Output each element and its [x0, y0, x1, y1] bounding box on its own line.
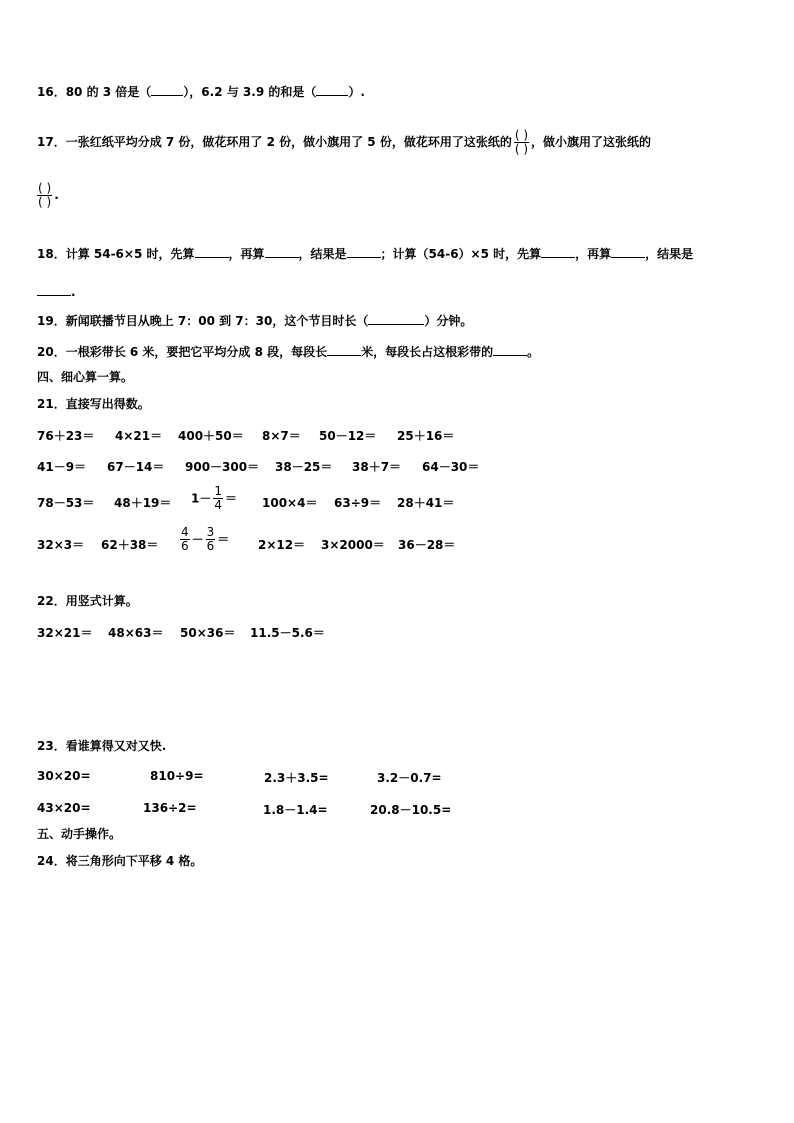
question-19 — [37, 312, 472, 329]
q21-r1-item-6: 25＋16＝ — [397, 429, 455, 443]
q20-blank-2[interactable] — [493, 343, 527, 356]
q21-r3-frac-numerator: 1 — [214, 484, 222, 498]
q18-blank-2[interactable] — [265, 245, 299, 258]
q18-text-3: ，结果是 — [298, 247, 347, 261]
question-20 — [37, 343, 539, 360]
q23-r1-item-2: 810÷9= — [150, 769, 204, 783]
q21-r2-item-5: 38＋7＝ — [352, 460, 402, 474]
q18-text-2: ，再算 — [228, 247, 265, 261]
q21-r3-equals: ＝ — [225, 491, 238, 506]
q21-r3-item-4: 100×4＝ — [262, 496, 318, 510]
q20-text-1: 20．一根彩带长 6 米，要把它平均分成 8 段，每段长 — [37, 345, 328, 359]
q20-text-2: 米，每段长占这根彩带的 — [361, 345, 494, 359]
q17-text-2: ，做小旗用了这张纸的 — [531, 135, 652, 149]
q17-frac2-numerator: ( ) — [38, 181, 52, 195]
q21-r4-item-1: 32×3＝ — [37, 538, 85, 552]
q21-r2-item-3: 900－300＝ — [185, 460, 260, 474]
q21-r4-minus: － — [191, 532, 204, 547]
section-5-heading: 五、动手操作。 — [37, 827, 122, 841]
question-17 — [37, 129, 651, 156]
q23-r1-item-4: 3.2－0.7= — [377, 771, 442, 785]
question-23-title: 23．看谁算得又对又快. — [37, 739, 167, 753]
q18-blank-3[interactable] — [347, 245, 381, 258]
question-18-continued — [37, 283, 76, 300]
q21-r1-item-1: 76＋23＝ — [37, 429, 95, 443]
q23-r1-item-1: 30×20= — [37, 769, 91, 783]
q21-r1-item-2: 4×21＝ — [115, 429, 163, 443]
question-18 — [37, 245, 693, 262]
q18-blank-5[interactable] — [611, 245, 645, 258]
q21-r3-item-1: 78－53＝ — [37, 496, 95, 510]
q21-r4-item-2: 62＋38＝ — [101, 538, 159, 552]
q22-item-4: 11.5－5.6＝ — [250, 626, 325, 640]
q21-r2-item-4: 38－25＝ — [275, 460, 333, 474]
q21-r2-item-2: 67－14＝ — [107, 460, 165, 474]
q23-r2-item-2: 136÷2= — [143, 801, 197, 815]
question-21-title: 21．直接写出得数。 — [37, 397, 150, 411]
q21-r4-fraction-2 — [206, 526, 216, 553]
q21-r3-item-5: 63÷9＝ — [334, 496, 382, 510]
q19-blank-1[interactable] — [368, 312, 424, 325]
q21-r4-frac1-numerator: 4 — [181, 525, 189, 539]
q21-r4-item-3 — [180, 526, 229, 553]
question-16 — [37, 83, 365, 100]
q21-r2-item-6: 64－30＝ — [422, 460, 480, 474]
q23-r2-item-4: 20.8－10.5= — [370, 803, 452, 817]
q17-end: . — [54, 188, 59, 202]
q21-r2-item-1: 41－9＝ — [37, 460, 87, 474]
q21-r4-item-6: 36－28＝ — [398, 538, 456, 552]
q18-blank-4[interactable] — [541, 245, 575, 258]
q21-r4-equals: ＝ — [217, 532, 230, 547]
q17-frac1-denominator: ( ) — [514, 142, 529, 156]
q22-item-1: 32×21＝ — [37, 626, 93, 640]
q21-r3-frac-denominator: 4 — [214, 498, 222, 512]
q16-text-3: ）. — [348, 85, 365, 99]
q19-text-1: 19．新闻联播节目从晚上 7：00 到 7：30，这个节目时长（ — [37, 314, 369, 328]
q18-text-4: ；计算（54-6）×5 时，先算 — [380, 247, 542, 261]
q21-r3-item-6: 28＋41＝ — [397, 496, 455, 510]
question-24: 24．将三角形向下平移 4 格。 — [37, 854, 203, 868]
q21-r4-item-4: 2×12＝ — [258, 538, 306, 552]
q16-blank-2[interactable] — [316, 83, 348, 96]
q21-r1-item-4: 8×7＝ — [262, 429, 301, 443]
q23-r2-item-1: 43×20= — [37, 801, 91, 815]
q18-text-6: ，结果是 — [645, 247, 694, 261]
q17-text-1: 17．一张红纸平均分成 7 份，做花环用了 2 份，做小旗用了 5 份，做花环用了这张纸的 — [37, 135, 512, 149]
q21-r1-item-5: 50－12＝ — [319, 429, 377, 443]
q21-r4-item-5: 3×2000＝ — [321, 538, 385, 552]
q21-r3-item-2: 48＋19＝ — [114, 496, 172, 510]
q21-r1-item-3: 400＋50＝ — [178, 429, 244, 443]
q17-frac1-numerator: ( ) — [514, 128, 529, 142]
q18-end: . — [71, 285, 76, 299]
q18-text-5: ，再算 — [575, 247, 612, 261]
q18-text-1: 18．计算 54-6×5 时，先算 — [37, 247, 195, 261]
q19-text-2: ）分钟。 — [424, 314, 473, 328]
section-4-heading: 四、细心算一算。 — [37, 370, 134, 384]
question-17-continued — [37, 182, 59, 209]
q18-blank-6[interactable] — [37, 283, 71, 296]
q20-blank-1[interactable] — [327, 343, 361, 356]
q17-fraction-2[interactable] — [37, 182, 52, 209]
q23-r2-item-3: 1.8－1.4= — [263, 803, 328, 817]
q23-r1-item-3: 2.3＋3.5= — [264, 771, 329, 785]
q20-text-3: 。 — [527, 345, 540, 359]
q21-r3-fraction — [213, 485, 223, 512]
q21-r3-integer: 1－ — [191, 491, 212, 506]
q21-r4-frac1-denominator: 6 — [181, 539, 189, 553]
question-22-title: 22．用竖式计算。 — [37, 594, 138, 608]
q22-item-2: 48×63＝ — [108, 626, 164, 640]
q21-r4-fraction-1 — [180, 526, 190, 553]
q16-text-2: ），6.2 与 3.9 的和是（ — [183, 85, 317, 99]
q17-fraction-1[interactable] — [514, 129, 529, 156]
q21-r3-item-3 — [191, 485, 237, 512]
q17-frac2-denominator: ( ) — [38, 195, 52, 209]
q16-text-1: 16．80 的 3 倍是（ — [37, 85, 152, 99]
q16-blank-1[interactable] — [151, 83, 183, 96]
q21-r4-frac2-denominator: 6 — [206, 539, 215, 553]
q18-blank-1[interactable] — [195, 245, 229, 258]
q22-item-3: 50×36＝ — [180, 626, 236, 640]
q21-r4-frac2-numerator: 3 — [206, 525, 215, 539]
